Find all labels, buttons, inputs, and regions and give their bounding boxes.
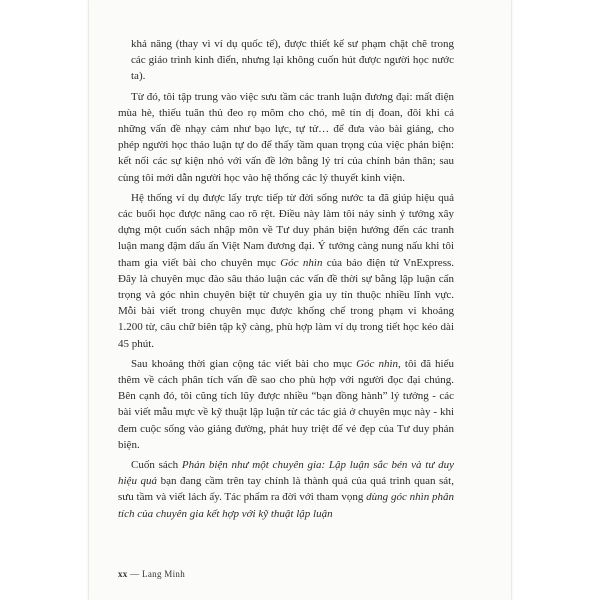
book-page	[89, 0, 511, 600]
text-run: Hệ thống ví dụ được lấy trực tiếp từ đời sống nước ta đã giúp hiệu quả các buổi học được nâng cao rõ rệt. Điều này làm tôi nảy sinh ý tưởng xây dựng một cuốn sách nhập môn về Tư duy phản biện hướng đến các tranh luận mang đậm dấu ấn Việt Nam đương đại. Ý tưởng càng nung nấu khi tôi tham gia viết bài cho chuyên mục	[118, 191, 454, 269]
paragraph	[118, 457, 454, 522]
footer-author: Lang Minh	[142, 569, 185, 579]
text-run: , tôi đã hiểu thêm về cách phân tích vấn đề sao cho phù hợp với người đọc đại chúng. Bên cạnh đó, tôi cũng tích lũy được nhiều “bạn đồng hành” lý tưởng - các bài viết mẫu mực về kỹ thuật lập luận từ các tác giả ở chuyên mục này - khi đem cuộc sống vào giảng đường, phát huy triệt để vẻ đẹp của Tư duy phản biện.	[118, 357, 454, 451]
text-run: của báo điện tử VnExpress. Đây là chuyên mục đào sâu thảo luận các vấn đề thời sự bằng lập luận cẩn trọng và góc nhìn chuyên biệt từ chuyên gia uy tín thuộc nhiều lĩnh vực. Mỗi bài viết trong chuyên mục được khống chế trong phạm vi khoảng 1.200 từ, câu chữ biên tập kỹ càng, phù hợp làm ví dụ trong tiết học kéo dài 45 phút.	[118, 256, 455, 350]
paragraph	[118, 89, 454, 186]
italic-text: dùng góc nhìn phân tích của chuyên gia kết hợp với kỹ thuật lập luận	[118, 491, 454, 520]
italic-text: Góc nhìn	[356, 357, 399, 370]
footer-separator: —	[130, 569, 140, 579]
page-number: xx	[118, 569, 128, 579]
text-run: Từ đó, tôi tập trung vào việc sưu tầm các tranh luận đương đại: mất điện mùa hè, thiếu tuân thủ đeo rọ mõm cho chó, mê tín dị đoan, đôi khi cả những vấn đề nhạy cảm như bạo lực, tự tử… để đưa vào bài giảng, cho phép người học thảo luận tự do để thấy tầm quan trọng của việc phản biện: kết nối các sự kiện nhỏ với vấn đề lớn bằng lý trí của chính bản thân; sau cùng tôi mới dẫn người học vào hệ thống các lý thuyết kinh viện.	[118, 90, 454, 184]
text-run: Cuốn sách	[131, 459, 182, 472]
page-body	[118, 36, 454, 526]
paragraph	[118, 356, 454, 453]
text-run: Sau khoảng thời gian cộng tác viết bài cho mục	[131, 357, 357, 370]
text-run: khả năng (thay vì ví dụ quốc tế), được thiết kế sư phạm chặt chẽ trong các giáo trình kinh điển, nhưng lại không cuốn hút được người học nước ta).	[131, 38, 454, 83]
italic-text: Góc nhìn	[280, 256, 323, 269]
page-footer	[118, 569, 185, 579]
paragraph	[118, 190, 454, 352]
paragraph	[118, 36, 454, 85]
text-run: bạn đang cầm trên tay chính là thành quả của quá trình quan sát, sưu tầm và viết lách ấy. Tác phẩm ra đời với tham vọng	[118, 475, 454, 504]
italic-text: Phản biện như một chuyên gia: Lập luận sắc bén và tư duy hiệu quả	[118, 459, 454, 488]
